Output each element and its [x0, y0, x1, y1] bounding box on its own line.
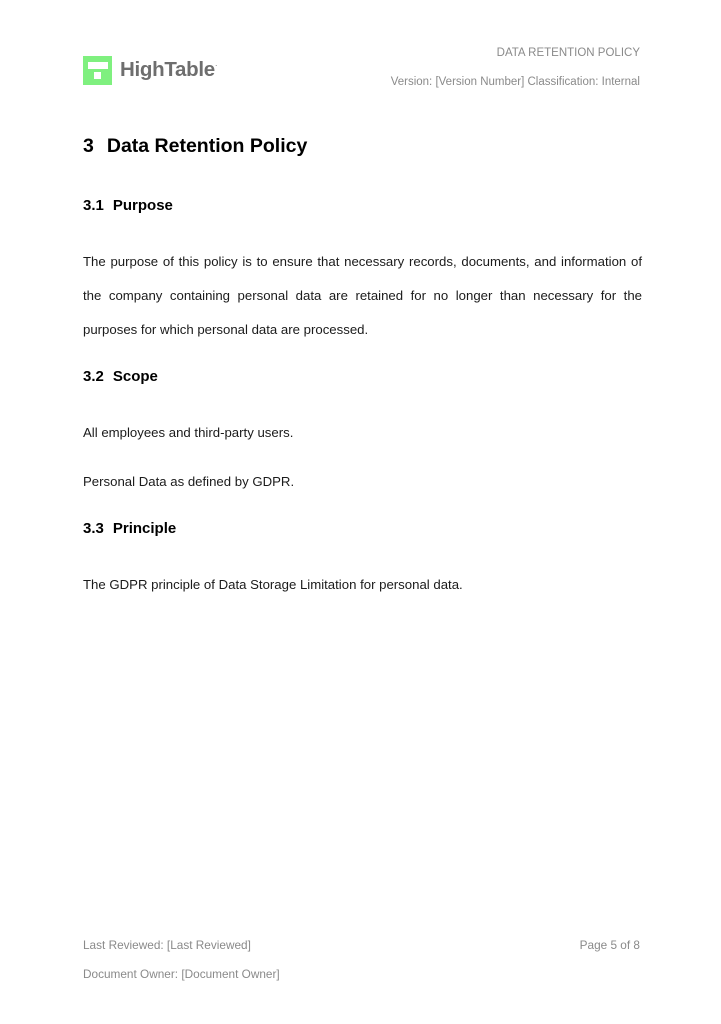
hightable-table-mark-icon: [83, 56, 112, 85]
paragraph-scope-employees: All employees and third-party users.: [83, 425, 294, 440]
section-heading-purpose: [83, 197, 173, 215]
section-title-principle: Principle: [112, 520, 177, 537]
header-document-title: DATA RETENTION POLICY: [496, 47, 640, 59]
section-heading-scope: [83, 368, 158, 386]
section-title-purpose: Purpose: [112, 197, 173, 214]
section-title-scope: Scope: [112, 368, 158, 385]
logo-bar-shape: [88, 62, 108, 69]
section-number-scope: 3.2: [83, 368, 104, 385]
section-number-principle: 3.3: [83, 520, 104, 537]
section-heading-principle: [83, 520, 176, 538]
footer-row-top: [83, 938, 640, 967]
brand-logo: [83, 56, 218, 85]
paragraph-principle: The GDPR principle of Data Storage Limitation for personal data.: [83, 577, 463, 592]
page-header: [83, 48, 640, 108]
page-title-text: Data Retention Policy: [106, 135, 308, 157]
section-number-purpose: 3.1: [83, 197, 104, 214]
footer-row-bottom: [83, 967, 640, 996]
brand-wordmark: [120, 60, 218, 81]
trademark-symbol: ·: [214, 61, 218, 71]
page-footer: [83, 938, 640, 998]
logo-stem-shape: [94, 72, 101, 79]
brand-wordmark-text: HighTable: [120, 58, 215, 82]
paragraph-scope-personal-data: Personal Data as defined by GDPR.: [83, 474, 295, 489]
page-title-number: 3: [83, 135, 94, 157]
header-version-classification: Version: [Version Number] Classification: Internal: [390, 75, 640, 88]
footer-document-owner: Document Owner: [Document Owner]: [83, 967, 280, 981]
header-meta-block: [391, 48, 640, 88]
footer-last-reviewed: Last Reviewed: [Last Reviewed]: [83, 938, 251, 952]
paragraph-purpose: The purpose of this policy is to ensure that necessary records, documents, and information of the company containing personal data are retained for no longer than necessary for the purposes for which personal data are processed.: [83, 254, 642, 337]
footer-page-number: Page 5 of 8: [579, 938, 640, 952]
page-title: [83, 135, 307, 158]
